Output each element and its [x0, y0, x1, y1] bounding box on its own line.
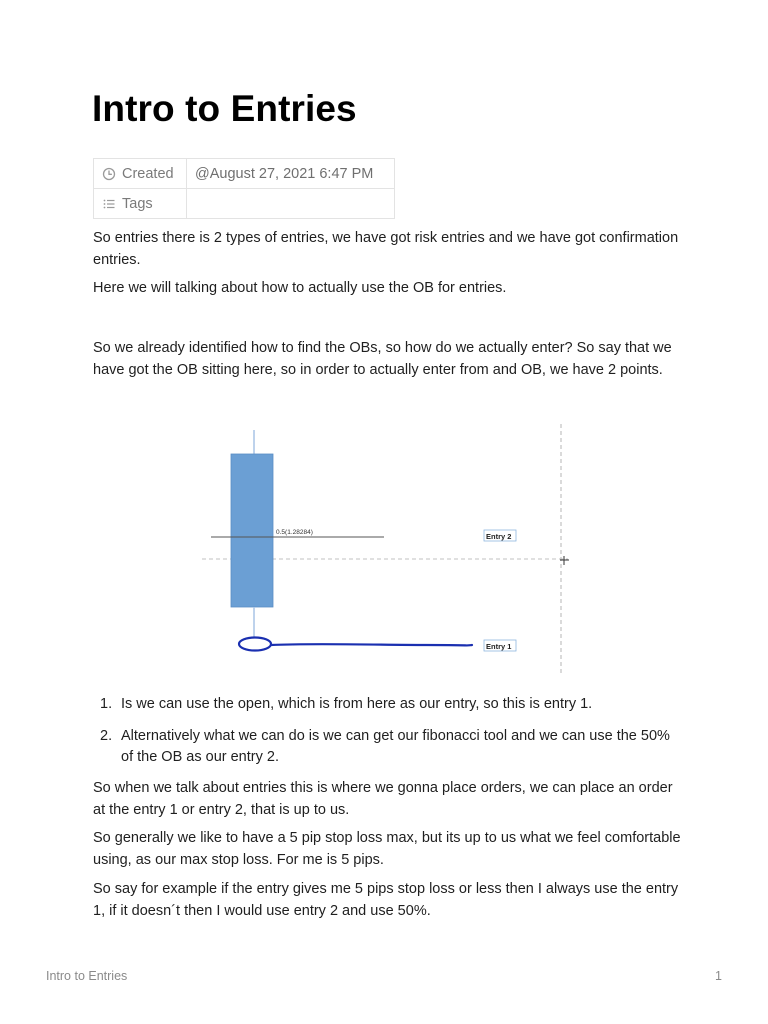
paragraph-5: So generally we like to have a 5 pip stop loss max, but its up to us what we feel comfortable using, as our max stop loss. For me is 5 pips. [93, 830, 681, 868]
paragraph-2: Here we will talking about how to actually use the OB for entries. [93, 280, 507, 296]
order-block-chart-image [196, 418, 586, 680]
tags-label: Tags [122, 195, 153, 212]
created-label: Created [122, 165, 174, 182]
list-item [93, 694, 683, 716]
order-block-candle [231, 454, 273, 607]
property-row-tags [94, 189, 395, 219]
paragraph-3: So we already identified how to find the OBs, so how do we actually enter? So say that we have got the OB sitting here, so in order to actually enter from and OB, we have 2 points. [93, 340, 672, 378]
clock-icon [102, 167, 116, 181]
list-item-number: 1. [100, 696, 113, 712]
property-key-created [94, 159, 187, 189]
fib-50-label: 0.5(1.28284) [276, 529, 313, 536]
property-key-tags [94, 189, 187, 219]
tags-value [187, 189, 395, 219]
paragraph-6: So say for example if the entry gives me 5 pips stop loss or less then I always use the entry 1, if it doesn´t then I would use entry 2 and use 50%. [93, 881, 679, 919]
entry1-circle-marker [239, 638, 271, 651]
paragraph-1: So entries there is 2 types of entries, we have got risk entries and we have got confirmation entries. [93, 230, 679, 268]
property-row-created [94, 159, 395, 189]
list-item-text: Alternatively what we can do is we can get our fibonacci tool and we can use the 50% of the OB as our entry 2. [121, 727, 670, 765]
footer-title: Intro to Entries [46, 969, 128, 983]
entry2-label: Entry 2 [486, 532, 512, 541]
paragraph-4: So when we talk about entries this is where we gonna place orders, we can place an order at the entry 1 or entry 2, that is up to us. [93, 780, 673, 818]
properties-table [93, 158, 395, 219]
created-value: @August 27, 2021 6:47 PM [187, 159, 395, 189]
list-item-number: 2. [100, 727, 113, 744]
footer-page-number: 1 [715, 969, 722, 983]
list-item [93, 726, 683, 769]
list-icon [102, 197, 116, 211]
entry1-drawn-line [271, 644, 472, 645]
page-title: Intro to Entries [92, 88, 357, 129]
entry-points-list [93, 694, 683, 769]
entry1-label: Entry 1 [486, 642, 512, 651]
list-item-text: Is we can use the open, which is from here as our entry, so this is entry 1. [121, 696, 593, 712]
